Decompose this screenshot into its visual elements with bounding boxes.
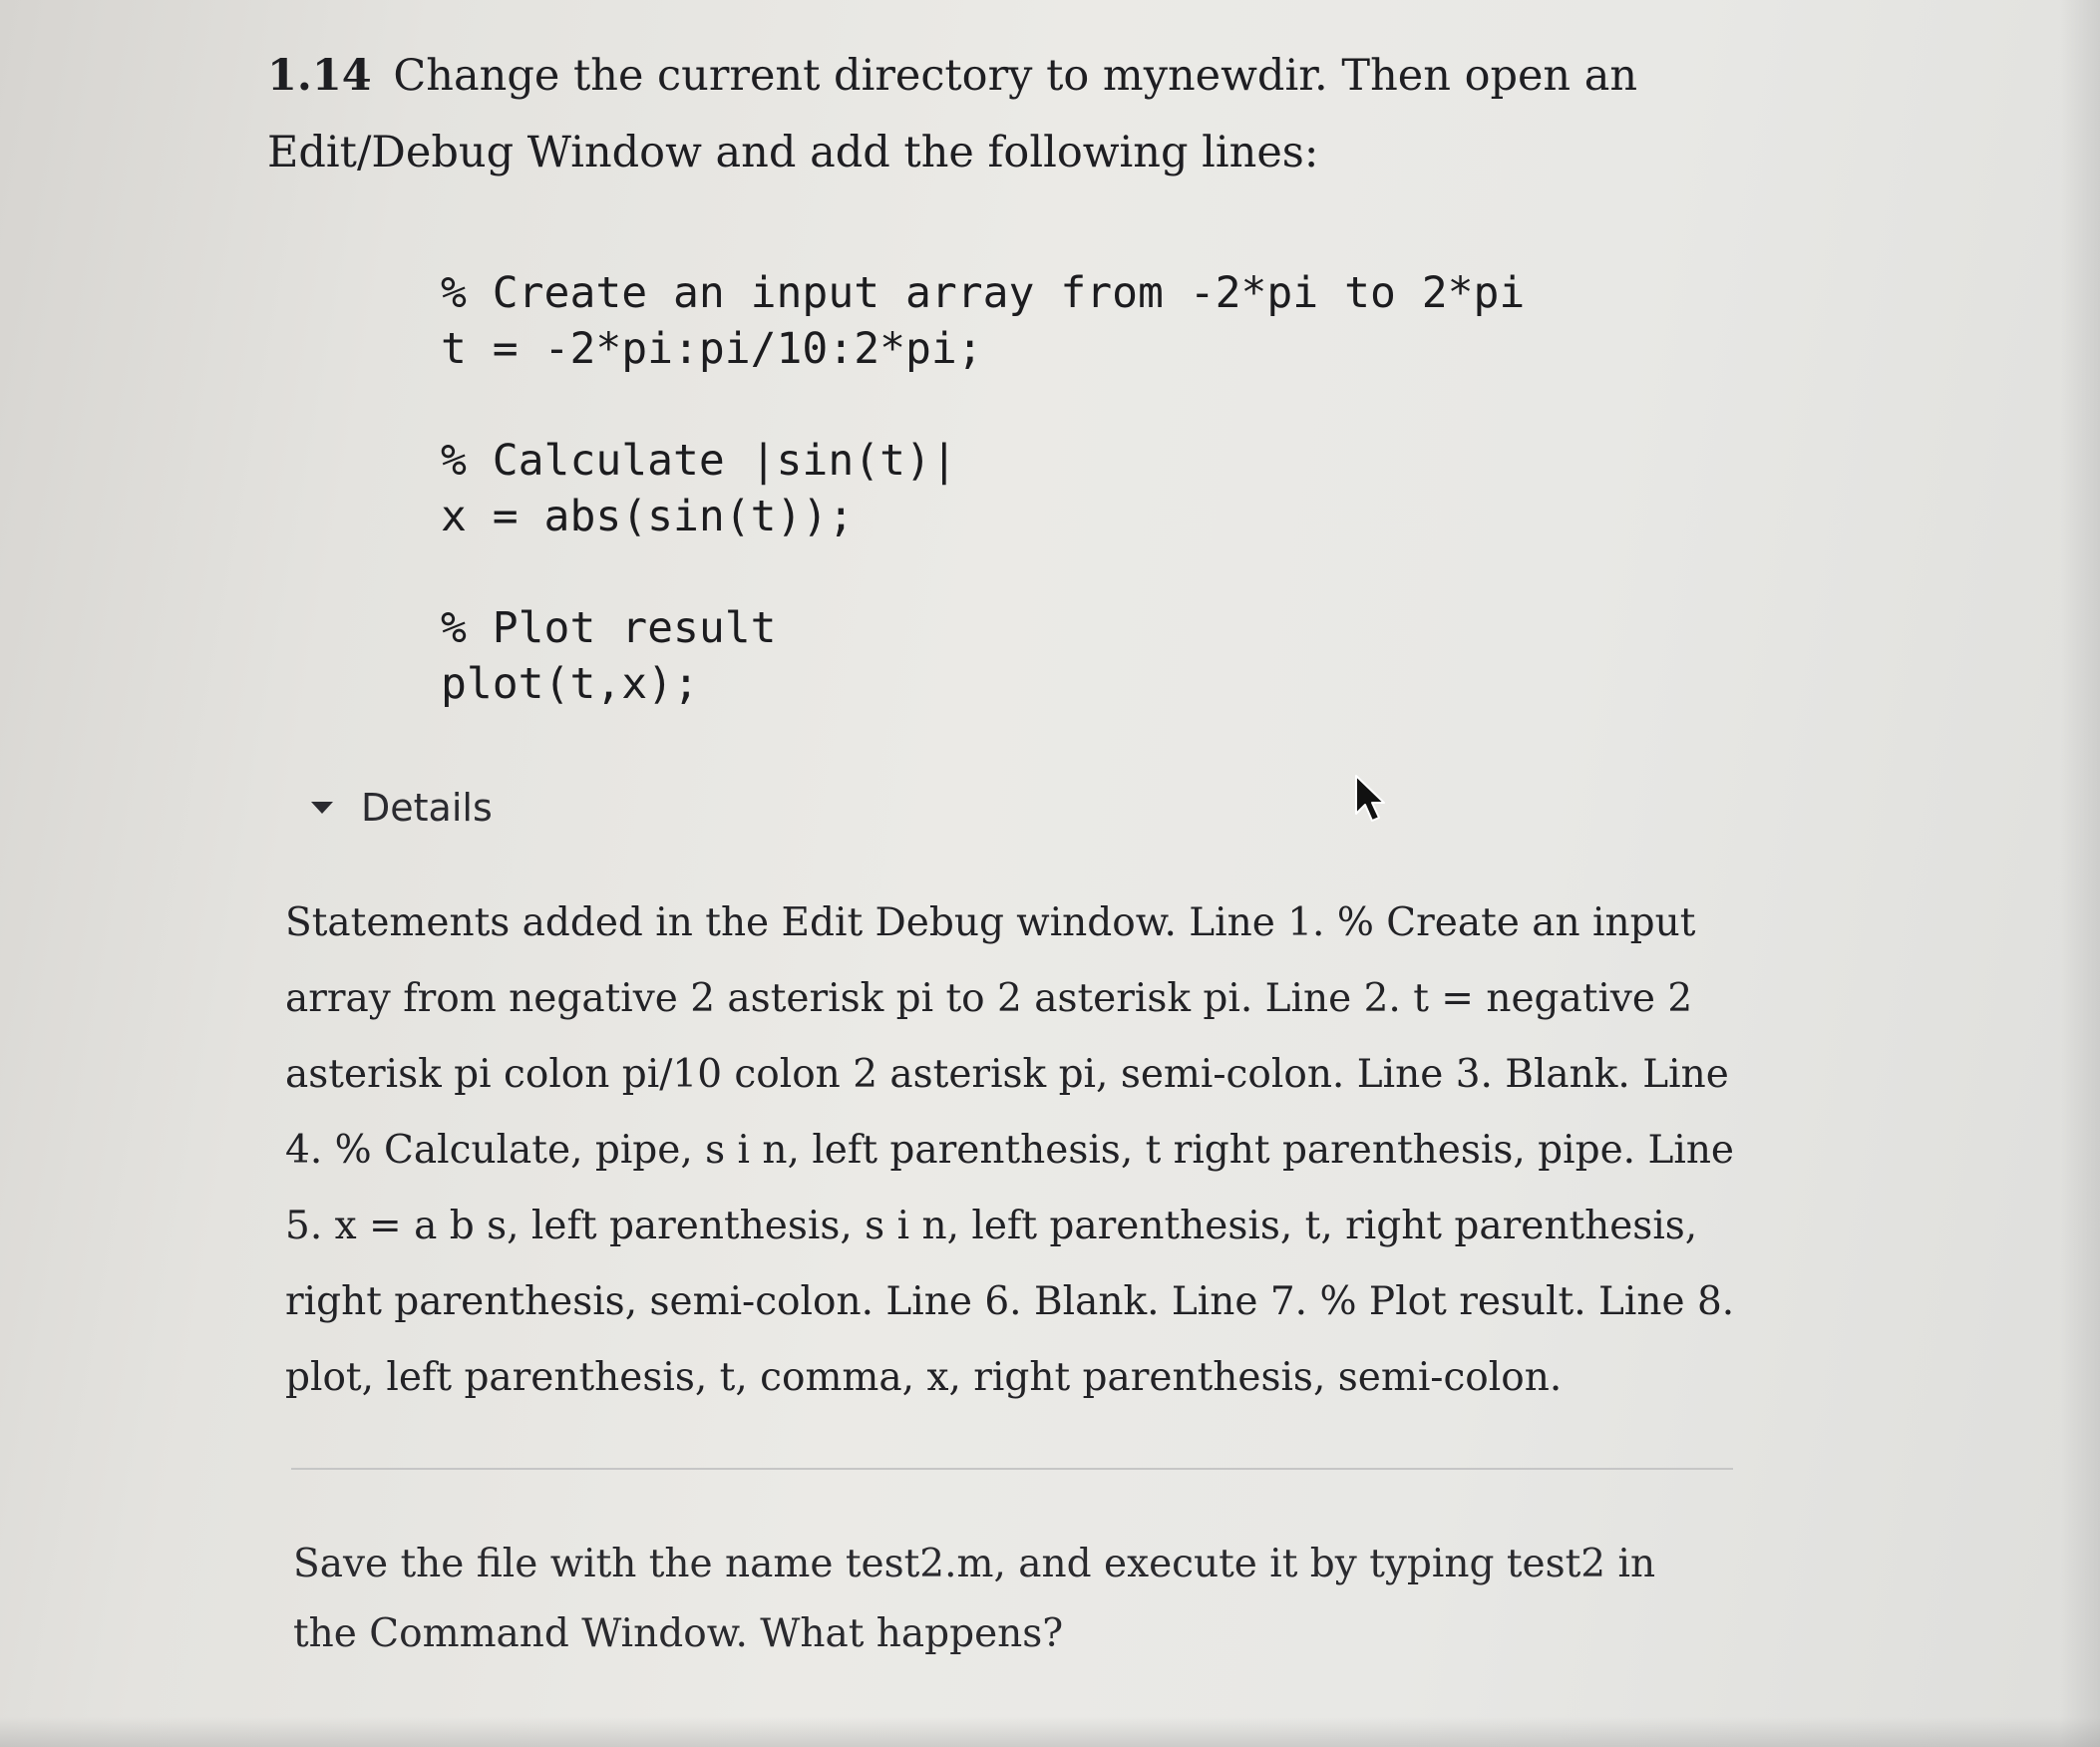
question-text: Save the file with the name test2.m, and execute it by typing test2 in the Command Window. What happens? bbox=[293, 1542, 1656, 1656]
problem-text: Change the current directory to mynewdir. Then open an Edit/Debug Window and add the following lines: bbox=[267, 51, 1638, 177]
code-line: % Plot result bbox=[441, 603, 777, 653]
screen-bottom-edge bbox=[0, 1717, 2100, 1747]
mouse-cursor-icon bbox=[1352, 774, 1388, 826]
code-line: t = -2*pi:pi/10:2*pi; bbox=[441, 324, 983, 374]
screen-edge bbox=[2060, 0, 2100, 1747]
code-line: x = abs(sin(t)); bbox=[441, 492, 855, 541]
code-line-blank bbox=[441, 377, 1525, 433]
code-line: % Create an input array from -2*pi to 2*pi bbox=[441, 268, 1526, 318]
code-description: Statements added in the Edit Debug window. Line 1. % Create an input array from negative 2 asterisk pi to 2 asterisk pi. Line 2. t = negative 2 asterisk pi colon pi/10 colon 2 asterisk pi, semi-colon. Line 3. Blank. Line 4. % Calculate, pipe, s i n, left parenthesis, t right parenthesis, pipe. Line 5. x = a b s, left parenthesis, s i n, left parenthesis, t, right parenthesis, right parenthesis, semi-colon. Line 6. Blank. Line 7. % Plot result. Line 8. plot, left parenthesis, t, comma, x, right parenthesis, semi-colon. bbox=[285, 900, 1735, 1400]
problem-statement bbox=[267, 38, 1713, 191]
divider bbox=[291, 1468, 1733, 1470]
problem-number: 1.14 bbox=[267, 51, 372, 101]
code-line-blank bbox=[441, 544, 1525, 600]
details-toggle[interactable] bbox=[311, 780, 493, 836]
details-label: Details bbox=[361, 786, 493, 830]
code-line: plot(t,x); bbox=[441, 659, 699, 709]
code-block bbox=[441, 265, 1525, 712]
caret-down-icon bbox=[311, 802, 333, 814]
code-line: % Calculate |sin(t)| bbox=[441, 436, 957, 486]
